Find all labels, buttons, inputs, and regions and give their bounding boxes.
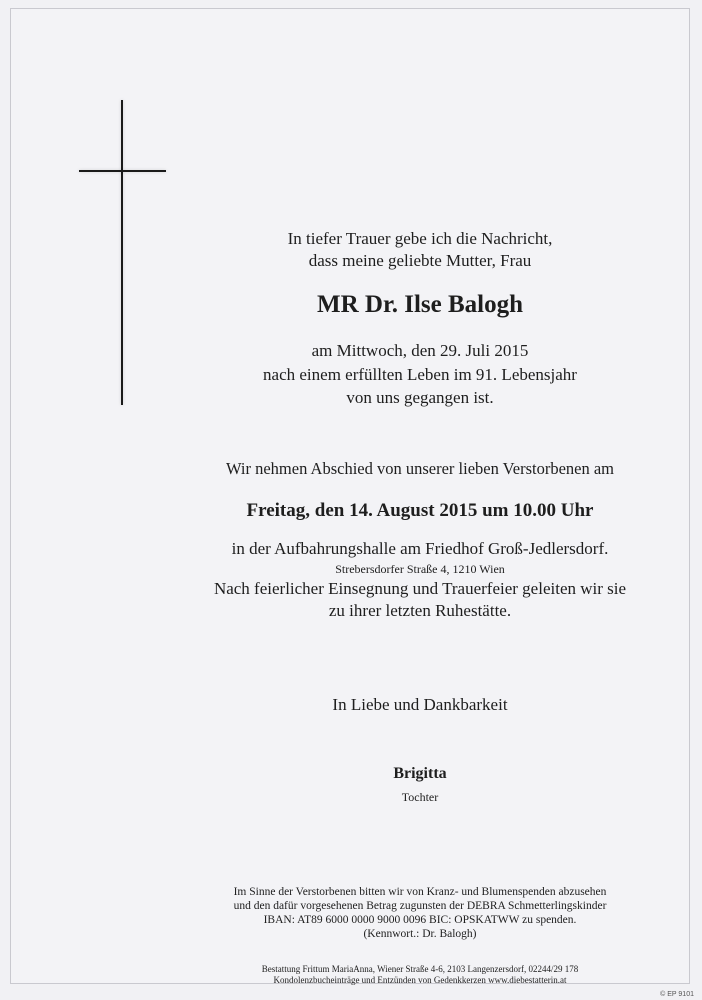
ceremony-line-2: zu ihrer letzten Ruhestätte.	[328, 601, 512, 620]
signatory-relation: Tochter	[401, 790, 439, 804]
document-reference: © EP 9101	[660, 991, 694, 998]
death-date-line: am Mittwoch, den 29. Juli 2015	[311, 341, 529, 360]
signatory-name: Brigitta	[393, 765, 447, 782]
donation-line-2: und den dafür vorgesehenen Betrag zugunsten der DEBRA Schmetterlingskinder	[233, 900, 607, 912]
cross-horizontal-bar	[79, 170, 166, 172]
funeral-location: in der Aufbahrungshalle am Friedhof Groß-Jedlersdorf.	[231, 539, 609, 558]
obituary-sheet	[10, 8, 690, 984]
donation-line-4: (Kennwort.: Dr. Balogh)	[363, 928, 477, 940]
donation-line-1: Im Sinne der Verstorbenen bitten wir von Kranz- und Blumenspenden abzusehen	[233, 886, 607, 898]
intro-line-1: In tiefer Trauer gebe ich die Nachricht,	[287, 229, 553, 248]
funeral-home-website: Kondolenzbucheinträge und Entzünden von Gedenkkerzen www.diebestatterin.at	[273, 975, 567, 985]
farewell-intro: Wir nehmen Abschied von unserer lieben Verstorbenen am	[225, 459, 615, 478]
funeral-address: Strebersdorfer Straße 4, 1210 Wien	[335, 562, 505, 576]
death-age-line: nach einem erfüllten Leben im 91. Lebensjahr	[263, 365, 577, 384]
death-closing-line: von uns gegangen ist.	[346, 388, 494, 407]
closing-phrase: In Liebe und Dankbarkeit	[332, 695, 508, 714]
donation-line-3: IBAN: AT89 6000 0000 9000 0096 BIC: OPSKATWW zu spenden.	[263, 914, 577, 926]
deceased-name: MR Dr. Ilse Balogh	[316, 291, 524, 318]
cross-vertical-bar	[121, 100, 123, 405]
intro-line-2: dass meine geliebte Mutter, Frau	[308, 251, 532, 270]
funeral-home-address: Bestattung Frittum MariaAnna, Wiener Straße 4-6, 2103 Langenzersdorf, 02244/29 178	[261, 964, 579, 974]
funeral-date: Freitag, den 14. August 2015 um 10.00 Uhr	[246, 500, 594, 521]
ceremony-line-1: Nach feierlicher Einsegnung und Trauerfeier geleiten wir sie	[213, 579, 627, 598]
